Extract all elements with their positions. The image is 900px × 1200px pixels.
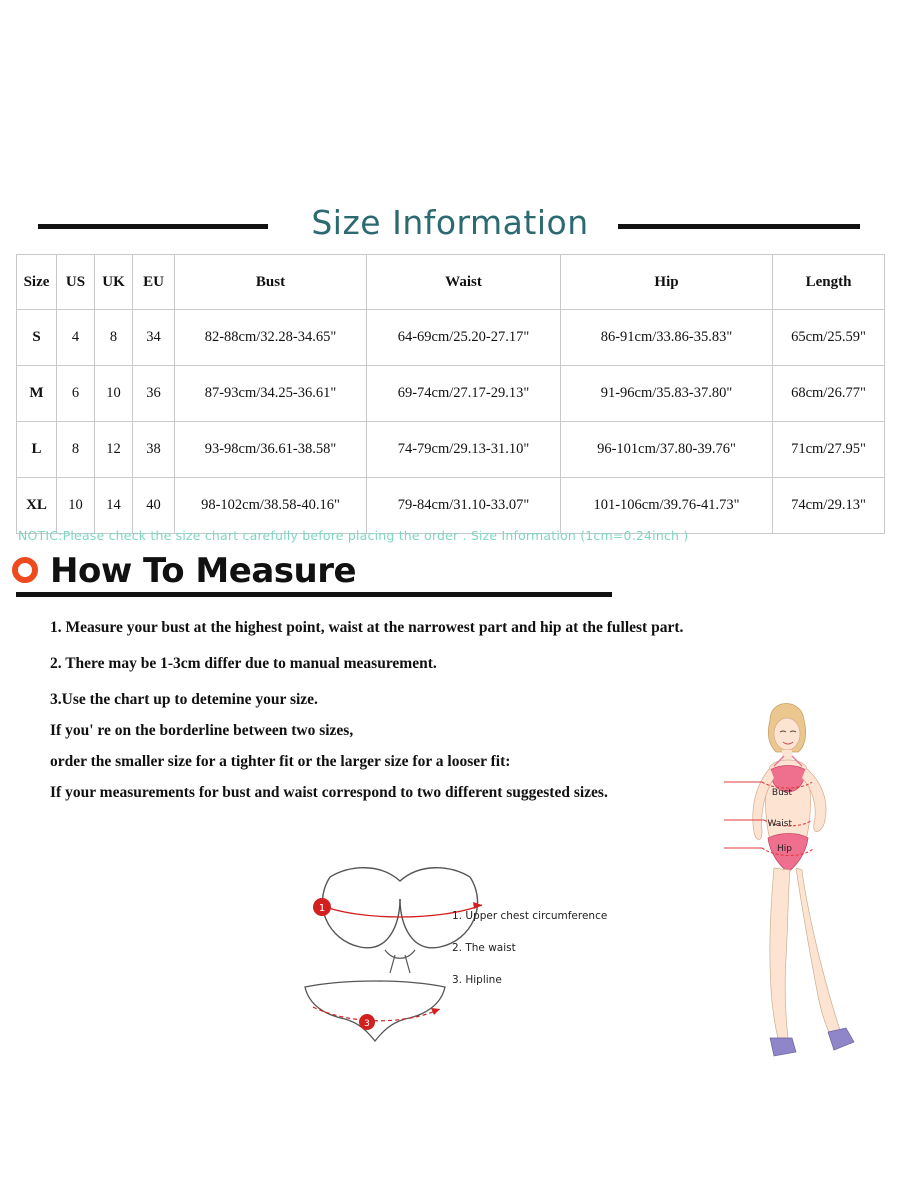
measure-step: If you' re on the borderline between two sizes, [50,722,354,739]
how-to-measure-header [0,550,900,602]
column-header-waist: Waist [367,255,561,310]
column-header-size: Size [17,255,57,310]
cell-waist: 74-79cm/29.13-31.10" [367,422,561,478]
measure-step: 3.Use the chart up to detemine your size. [50,691,318,708]
table-row [17,478,885,534]
page-title: Size Information [311,203,589,242]
cell-size: M [17,366,57,422]
cell-size: XL [17,478,57,534]
label-bust: Bust [771,788,792,798]
cell-hip: 86-91cm/33.86-35.83" [561,310,773,366]
ring-bullet-icon [12,557,38,583]
cell-eu: 40 [133,478,175,534]
measure-steps [50,618,770,819]
column-header-length: Length [773,255,885,310]
cell-length: 68cm/26.77" [773,366,885,422]
cell-hip: 101-106cm/39.76-41.73" [561,478,773,534]
table-header-row [17,255,885,310]
diagram-legend [452,900,632,996]
measure-step: 1. Measure your bust at the highest point, waist at the narrowest part and hip at the fullest part. [50,619,684,636]
cell-bust: 93-98cm/36.61-38.58" [175,422,367,478]
cell-hip: 96-101cm/37.80-39.76" [561,422,773,478]
cell-uk: 14 [95,478,133,534]
table-row [17,422,885,478]
cell-eu: 38 [133,422,175,478]
cell-size: L [17,422,57,478]
cell-uk: 10 [95,366,133,422]
measure-step: If your measurements for bust and waist correspond to two different suggested sizes. [50,784,608,801]
measure-step: 2. There may be 1-3cm differ due to manual measurement. [50,655,437,672]
measure-step: order the smaller size for a tighter fit or the larger size for a looser fit: [50,753,511,770]
title-block [0,200,900,252]
cell-us: 6 [57,366,95,422]
hip-marker-number: 3 [364,1019,370,1029]
cell-us: 10 [57,478,95,534]
column-header-uk: UK [95,255,133,310]
cell-uk: 8 [95,310,133,366]
size-notice: NOTIC:Please check the size chart carefully before placing the order . Size Information (1cm=0.24inch ) [18,528,689,543]
cell-waist: 79-84cm/31.10-33.07" [367,478,561,534]
legend-item-hipline: 3. Hipline [452,974,502,986]
cell-uk: 12 [95,422,133,478]
cell-bust: 87-93cm/34.25-36.61" [175,366,367,422]
legend-item-waist: 2. The waist [452,942,516,954]
cell-us: 4 [57,310,95,366]
bust-marker-number: 1 [318,903,326,914]
column-header-us: US [57,255,95,310]
how-to-measure-rule [16,592,612,597]
cell-eu: 34 [133,310,175,366]
label-waist: Waist [767,819,792,829]
cell-eu: 36 [133,366,175,422]
table-row [17,366,885,422]
how-to-measure-title: How To Measure [50,551,357,591]
cell-waist: 69-74cm/27.17-29.13" [367,366,561,422]
cell-us: 8 [57,422,95,478]
column-header-hip: Hip [561,255,773,310]
cell-length: 71cm/27.95" [773,422,885,478]
legend-item-upper-chest: 1. Upper chest circumference [452,910,608,922]
cell-bust: 98-102cm/38.58-40.16" [175,478,367,534]
size-information-table [16,254,885,534]
cell-length: 65cm/25.59" [773,310,885,366]
hip-measurement-diagram [295,975,455,1050]
cell-length: 74cm/29.13" [773,478,885,534]
label-hip: Hip [777,844,792,854]
cell-size: S [17,310,57,366]
cell-bust: 82-88cm/32.28-34.65" [175,310,367,366]
column-header-eu: EU [133,255,175,310]
table-row [17,310,885,366]
cell-hip: 91-96cm/35.83-37.80" [561,366,773,422]
cell-waist: 64-69cm/25.20-27.17" [367,310,561,366]
column-header-bust: Bust [175,255,367,310]
model-illustration [700,690,885,1070]
